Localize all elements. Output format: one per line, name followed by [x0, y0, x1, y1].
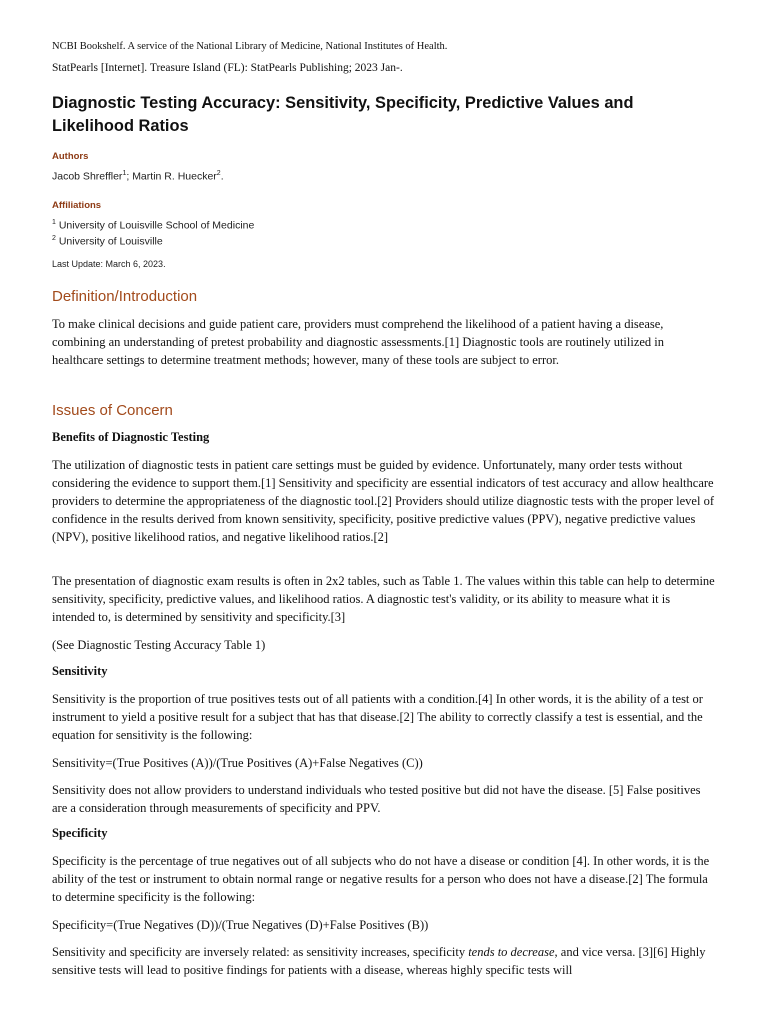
subheading-specificity: Specificity: [52, 826, 108, 840]
table-reference[interactable]: (See Diagnostic Testing Accuracy Table 1): [52, 638, 266, 652]
ncbi-bookshelf-line: NCBI Bookshelf. A service of the National Library of Medicine, National Institutes of Health.: [52, 41, 448, 52]
affiliation-1: [52, 219, 254, 232]
author-separator: ;: [126, 170, 133, 183]
specificity-paragraph-1: Specificity is the percentage of true negatives out of all subjects who do not have a disease or condition [4]. In other words, it is the ability of the test or instrument to obtain normal range or negative results for a person who does not have a disease.[2] The formula to determine specificity is the following:: [52, 854, 710, 904]
specificity-p2-part-a: Sensitivity and specificity are inversely related: as sensitivity increases, specificity: [52, 945, 469, 959]
specificity-p2-emphasis: tends to decrease: [468, 945, 555, 959]
definition-paragraph: To make clinical decisions and guide patient care, providers must comprehend the likelihood of a patient having a disease, combining an understanding of pretest probability and diagnostic assessments.[1] Diagnostic tools are routinely utilized in healthcare settings to determine treatment methods; however, many of these tools are subject to error.: [52, 317, 665, 367]
affiliation-2-text: University of Louisville: [55, 235, 163, 248]
affiliation-1-text: University of Louisville School of Medicine: [55, 219, 255, 232]
subheading-sensitivity: Sensitivity: [52, 664, 108, 678]
affiliations-label: Affiliations: [52, 200, 102, 211]
author-1-affil-sup: 1: [122, 170, 127, 177]
sensitivity-paragraph-1: Sensitivity is the proportion of true positives tests out of all patients with a condition.[4] In other words, it is the ability of a test or instrument to yield a positive result for a subject that has that disease.[2] The ability to correctly classify a test is essential, and the equation for sensitivity is the following:: [52, 692, 703, 742]
last-update: Last Update: March 6, 2023.: [52, 259, 166, 269]
authors-end: .: [220, 170, 224, 183]
benefits-paragraph-2: The presentation of diagnostic exam results is often in 2x2 tables, such as Table 1. The values within this table can help to determine sensitivity, specificity, predictive values, and likelihood ratios. A diagnostic test's validity, or its ability to measure what it is intended to, is determined by sensitivity and specificity.[3]: [52, 574, 715, 624]
specificity-p2-part-b: , and vice versa. [3][6] Highly sensitive tests will lead to positive findings for patients with a disease, whereas highly specific tests will: [52, 945, 706, 977]
sensitivity-formula: Sensitivity=(True Positives (A))/(True Positives (A)+False Negatives (C)): [52, 756, 423, 770]
affiliation-2: [52, 235, 163, 248]
author-1[interactable]: Jacob Shreffler: [52, 170, 123, 183]
affiliation-1-sup: 1: [52, 219, 56, 226]
statpearls-citation-line: StatPearls [Internet]. Treasure Island (FL): StatPearls Publishing; 2023 Jan-.: [52, 62, 403, 74]
affiliation-2-sup: 2: [52, 235, 56, 242]
specificity-formula: Specificity=(True Negatives (D))/(True Negatives (D)+False Positives (B)): [52, 918, 429, 932]
authors-label: Authors: [52, 151, 89, 162]
author-2-affil-sup: 2: [216, 170, 221, 177]
benefits-paragraph-1: The utilization of diagnostic tests in patient care settings must be guided by evidence. Unfortunately, many order tests without considering the evidence to support them.[1] Sensitivity and specificity are essential indicators of test accuracy and allow healthcare providers to determine the appropriateness of the diagnostic tool.[2] Providers should utilize diagnostic tests with the proper level of confidence in the results derived from known sensitivity, specificity, positive predictive values (PPV), negative predictive values (NPV), positive likelihood ratios, and negative likelihood ratios.[2]: [52, 458, 714, 544]
section-heading-definition: Definition/Introduction: [52, 288, 198, 305]
article-title: Diagnostic Testing Accuracy: Sensitivity, Specificity, Predictive Values and Likelihood Ratios: [52, 94, 634, 135]
section-heading-issues: Issues of Concern: [52, 402, 173, 419]
subheading-benefits: Benefits of Diagnostic Testing: [52, 430, 210, 444]
specificity-paragraph-2: [52, 943, 716, 979]
author-2[interactable]: Martin R. Huecker: [132, 170, 217, 183]
authors-list: [52, 170, 224, 183]
sensitivity-paragraph-2: Sensitivity does not allow providers to understand individuals who tested positive but did not have the disease. [5] False positives are a consideration through measurements of specificity and PPV.: [52, 783, 701, 815]
